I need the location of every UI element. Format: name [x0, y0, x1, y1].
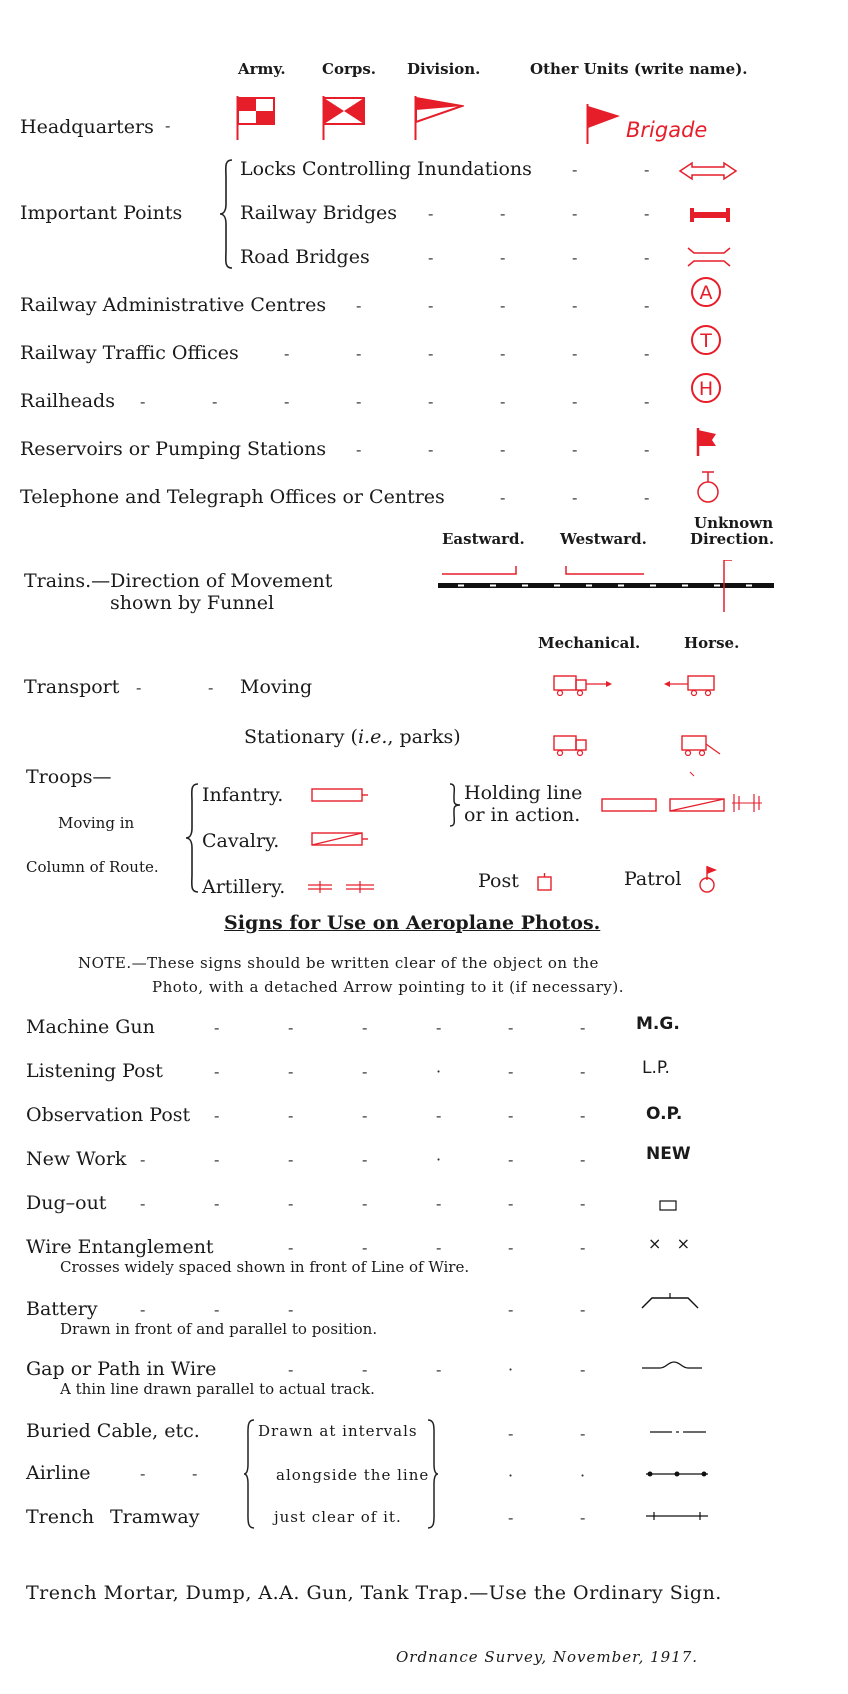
- leader-dash: -: [572, 440, 578, 459]
- leader-dash: -: [508, 1062, 514, 1081]
- leader-dash: -: [500, 440, 506, 459]
- note-line-2: Photo, with a detached Arrow pointing to it (if necessary).: [152, 978, 625, 996]
- leader-dash: -: [214, 1062, 220, 1081]
- leader-dash: -: [500, 488, 506, 507]
- leader-dash: -: [140, 1150, 146, 1169]
- leader-dash: -: [356, 296, 362, 315]
- leader-dash: -: [644, 392, 650, 411]
- label-road-bridges: Road Bridges: [240, 246, 370, 268]
- leader-dash: -: [580, 1300, 586, 1319]
- label-telephone: Telephone and Telegraph Offices or Centres: [20, 486, 445, 508]
- leader-dash: -: [644, 160, 650, 179]
- stationary-ie: i.e.: [357, 726, 388, 748]
- leader-dash: -: [428, 392, 434, 411]
- note-drawn-1: Drawn at intervals: [258, 1422, 418, 1440]
- footer-credit: Ordnance Survey, November, 1917.: [396, 1648, 699, 1666]
- infantry-column-icon: [310, 786, 370, 804]
- leader-dash: ·: [508, 1360, 514, 1379]
- leader-dash: -: [500, 296, 506, 315]
- leader-dash: -: [572, 296, 578, 315]
- circle-a-icon: [690, 276, 722, 308]
- leader-dash: -: [500, 204, 506, 223]
- label-observation-post: Observation Post: [26, 1104, 191, 1126]
- note-drawn-2: alongside the line: [276, 1466, 430, 1484]
- leader-dash: -: [508, 1106, 514, 1125]
- leader-dash: -: [572, 160, 578, 179]
- footer-ordinary-sign: Trench Mortar, Dump, A.A. Gun, Tank Trap.—Use the Ordinary Sign.: [26, 1582, 722, 1604]
- leader-dash: -: [580, 1238, 586, 1257]
- header-unknown: Unknown: [694, 514, 774, 532]
- leader-dash: -: [356, 392, 362, 411]
- label-railway-bridges: Railway Bridges: [240, 202, 398, 224]
- left-brace-icon: [218, 158, 234, 270]
- header-horse: Horse.: [684, 634, 740, 652]
- label-cavalry: Cavalry.: [202, 830, 280, 852]
- note-gap: A thin line drawn parallel to actual track.: [60, 1380, 375, 1398]
- leader-dash: -: [572, 248, 578, 267]
- label-infantry: Infantry.: [202, 784, 284, 806]
- mechanical-moving-icon: [552, 672, 612, 698]
- label-railheads: Railheads: [20, 390, 115, 412]
- telephone-telegraph-icon: [696, 470, 720, 504]
- reservoir-flag-icon: [696, 428, 718, 456]
- right-brace-icon: [426, 1418, 440, 1530]
- railway-bridge-icon: [688, 206, 732, 224]
- patrol-icon: [698, 864, 720, 894]
- train-westward-mark: [566, 566, 644, 574]
- horse-stationary-icon: [680, 732, 726, 758]
- label-post: Post: [478, 870, 519, 892]
- leader-dash: -: [212, 392, 218, 411]
- label-machine-gun: Machine Gun: [26, 1016, 155, 1038]
- leader-dash: -: [572, 204, 578, 223]
- leader-dash: -: [428, 248, 434, 267]
- label-headquarters: Headquarters: [20, 116, 154, 138]
- leader-dash: -: [580, 1150, 586, 1169]
- label-moving: Moving: [240, 676, 313, 698]
- leader-dash: -: [192, 1464, 198, 1483]
- leader-dash: -: [580, 1106, 586, 1125]
- leader-dash: -: [572, 488, 578, 507]
- circle-h-letter: H: [698, 378, 714, 400]
- label-gap-path: Gap or Path in Wire: [26, 1358, 217, 1380]
- leader-dash: -: [362, 1106, 368, 1125]
- right-brace-icon: [448, 782, 462, 828]
- header-mechanical: Mechanical.: [538, 634, 641, 652]
- leader-dash: -: [140, 1464, 146, 1483]
- brigade-hq-flag-icon: [586, 104, 622, 144]
- leader-dash: -: [288, 1106, 294, 1125]
- leader-dash: -: [508, 1194, 514, 1213]
- leader-dash: -: [436, 1194, 442, 1213]
- gap-path-icon: [640, 1356, 704, 1374]
- label-reservoirs: Reservoirs or Pumping Stations: [20, 438, 327, 460]
- leader-dash: -: [288, 1150, 294, 1169]
- label-trench: Trench: [26, 1506, 95, 1528]
- leader-dash: -: [572, 392, 578, 411]
- leader-dash: ·: [436, 1062, 442, 1081]
- leader-dash: -: [644, 204, 650, 223]
- leader-dash: -: [362, 1360, 368, 1379]
- leader-dash: -: [508, 1424, 514, 1443]
- label-railway-traffic: Railway Traffic Offices: [20, 342, 239, 364]
- label-locks: Locks Controlling Inundations: [240, 158, 532, 180]
- note-line-1: NOTE.—These signs should be written clear of the object on the: [78, 954, 599, 972]
- cavalry-holding-icon: [668, 770, 726, 814]
- leader-dash: -: [356, 344, 362, 363]
- stationary-text-end: , parks): [387, 726, 461, 748]
- header-eastward: Eastward.: [442, 530, 525, 548]
- section-title-aeroplane: Signs for Use on Aeroplane Photos.: [224, 912, 601, 934]
- label-buried-cable: Buried Cable, etc.: [26, 1420, 200, 1442]
- label-column-of-route: Column of Route.: [26, 858, 159, 876]
- leader-dash: -: [214, 1300, 220, 1319]
- brigade-handwritten-label: Brigade: [626, 118, 708, 142]
- leader-dash: -: [428, 344, 434, 363]
- circle-a-letter: A: [699, 282, 713, 304]
- sign-lp: L.P.: [642, 1058, 670, 1078]
- locks-double-arrow-icon: [678, 160, 738, 182]
- leader-dash: -: [436, 1106, 442, 1125]
- leader-dash: -: [644, 440, 650, 459]
- leader-dash: -: [508, 1150, 514, 1169]
- header-westward: Westward.: [560, 530, 647, 548]
- header-corps: Corps.: [322, 60, 377, 78]
- leader-dash: -: [428, 440, 434, 459]
- artillery-column-icon: [306, 878, 378, 896]
- sign-wire-crosses: × ×: [648, 1234, 691, 1253]
- sign-new: NEW: [646, 1144, 691, 1164]
- leader-dash: -: [436, 1360, 442, 1379]
- leader-dash: -: [500, 344, 506, 363]
- leader-dash: -: [288, 1300, 294, 1319]
- leader-dash: -: [214, 1106, 220, 1125]
- label-railway-admin: Railway Administrative Centres: [20, 294, 327, 316]
- mechanical-stationary-icon: [552, 732, 596, 758]
- header-army: Army.: [238, 60, 286, 78]
- leader-dash: -: [500, 248, 506, 267]
- leader-dash: -: [362, 1194, 368, 1213]
- leader-dash: -: [580, 1508, 586, 1527]
- circle-t-letter: T: [700, 330, 712, 352]
- label-tramway: Tramway: [110, 1506, 200, 1528]
- leader-dash: -: [140, 1194, 146, 1213]
- post-icon: [536, 872, 554, 892]
- leader-dash: -: [356, 440, 362, 459]
- label-trains-funnel: shown by Funnel: [110, 592, 275, 614]
- circle-h-icon: [690, 372, 722, 404]
- leader-dash: -: [288, 1018, 294, 1037]
- army-hq-flag-icon: [236, 96, 276, 140]
- leader-dash: -: [644, 248, 650, 267]
- leader-dash: -: [644, 296, 650, 315]
- leader-dash: -: [214, 1150, 220, 1169]
- header-other-units: Other Units (write name).: [530, 60, 748, 78]
- label-artillery: Artillery.: [202, 876, 286, 898]
- leader-dash: -: [500, 392, 506, 411]
- leader-dash: -: [362, 1018, 368, 1037]
- leader-dash: -: [362, 1238, 368, 1257]
- leader-dash: -: [580, 1424, 586, 1443]
- leader-dash: -: [140, 1300, 146, 1319]
- leader-dash: -: [580, 1018, 586, 1037]
- train-railway-line-icon: [438, 560, 778, 612]
- corps-hq-flag-icon: [322, 96, 366, 140]
- label-wire-entanglement: Wire Entanglement: [26, 1236, 214, 1258]
- leader-dash: -: [214, 1018, 220, 1037]
- label-patrol: Patrol: [624, 868, 682, 890]
- leader-dash: -: [580, 1194, 586, 1213]
- label-holding-line: Holding line: [464, 782, 583, 804]
- label-moving-in: Moving in: [58, 814, 135, 832]
- leader-dash: ·: [580, 1466, 586, 1485]
- buried-cable-icon: [648, 1426, 708, 1438]
- leader-dash: ·: [508, 1466, 514, 1485]
- battery-icon: [640, 1290, 700, 1310]
- division-hq-flag-icon: [414, 96, 464, 140]
- road-bridge-icon: [686, 246, 732, 268]
- dugout-icon: [658, 1198, 678, 1212]
- leader-dash: -: [580, 1062, 586, 1081]
- leader-dash: -: [362, 1150, 368, 1169]
- leader-dash: -: [140, 392, 146, 411]
- label-trains: Trains.—Direction of Movement: [24, 570, 333, 592]
- artillery-holding-icon: [730, 790, 764, 816]
- cavalry-column-icon: [310, 830, 370, 848]
- leader-dash: -: [165, 116, 171, 135]
- leader-dash: -: [136, 678, 142, 697]
- label-troops: Troops—: [26, 766, 112, 788]
- leader-dash: -: [284, 392, 290, 411]
- leader-dash: -: [284, 344, 290, 363]
- airline-icon: [644, 1468, 710, 1480]
- leader-dash: -: [644, 344, 650, 363]
- left-brace-icon: [184, 782, 200, 894]
- label-battery: Battery: [26, 1298, 98, 1320]
- leader-dash: -: [288, 1194, 294, 1213]
- leader-dash: -: [208, 678, 214, 697]
- leader-dash: -: [288, 1062, 294, 1081]
- leader-dash: -: [428, 296, 434, 315]
- label-important-points: Important Points: [20, 202, 183, 224]
- left-brace-icon: [242, 1418, 256, 1530]
- train-eastward-mark: [442, 566, 516, 574]
- note-drawn-3: just clear of it.: [274, 1508, 402, 1526]
- leader-dash: -: [214, 1194, 220, 1213]
- leader-dash: -: [436, 1238, 442, 1257]
- leader-dash: -: [508, 1300, 514, 1319]
- leader-dash: -: [508, 1238, 514, 1257]
- header-direction: Direction.: [690, 530, 775, 548]
- label-in-action: or in action.: [464, 804, 581, 826]
- label-stationary: [244, 726, 461, 748]
- label-airline: Airline: [26, 1462, 91, 1484]
- leader-dash: -: [428, 204, 434, 223]
- sign-op: O.P.: [646, 1104, 683, 1124]
- leader-dash: -: [508, 1508, 514, 1527]
- trench-tramway-icon: [644, 1510, 710, 1522]
- label-dugout: Dug–out: [26, 1192, 107, 1214]
- leader-dash: -: [288, 1360, 294, 1379]
- note-wire: Crosses widely spaced shown in front of Line of Wire.: [60, 1258, 470, 1276]
- leader-dash: -: [644, 488, 650, 507]
- circle-t-icon: [690, 324, 722, 356]
- leader-dash: -: [508, 1018, 514, 1037]
- note-battery: Drawn in front of and parallel to position.: [60, 1320, 378, 1338]
- label-new-work: New Work: [26, 1148, 127, 1170]
- infantry-holding-icon: [600, 796, 658, 814]
- label-listening-post: Listening Post: [26, 1060, 163, 1082]
- leader-dash: -: [362, 1062, 368, 1081]
- horse-moving-icon: [662, 672, 718, 698]
- label-transport: Transport: [24, 676, 120, 698]
- header-division: Division.: [407, 60, 481, 78]
- leader-dash: -: [572, 344, 578, 363]
- sign-mg: M.G.: [636, 1014, 680, 1034]
- leader-dash: -: [436, 1018, 442, 1037]
- stationary-text-start: Stationary (: [244, 726, 358, 748]
- leader-dash: -: [288, 1238, 294, 1257]
- leader-dash: ·: [436, 1150, 442, 1169]
- leader-dash: -: [580, 1360, 586, 1379]
